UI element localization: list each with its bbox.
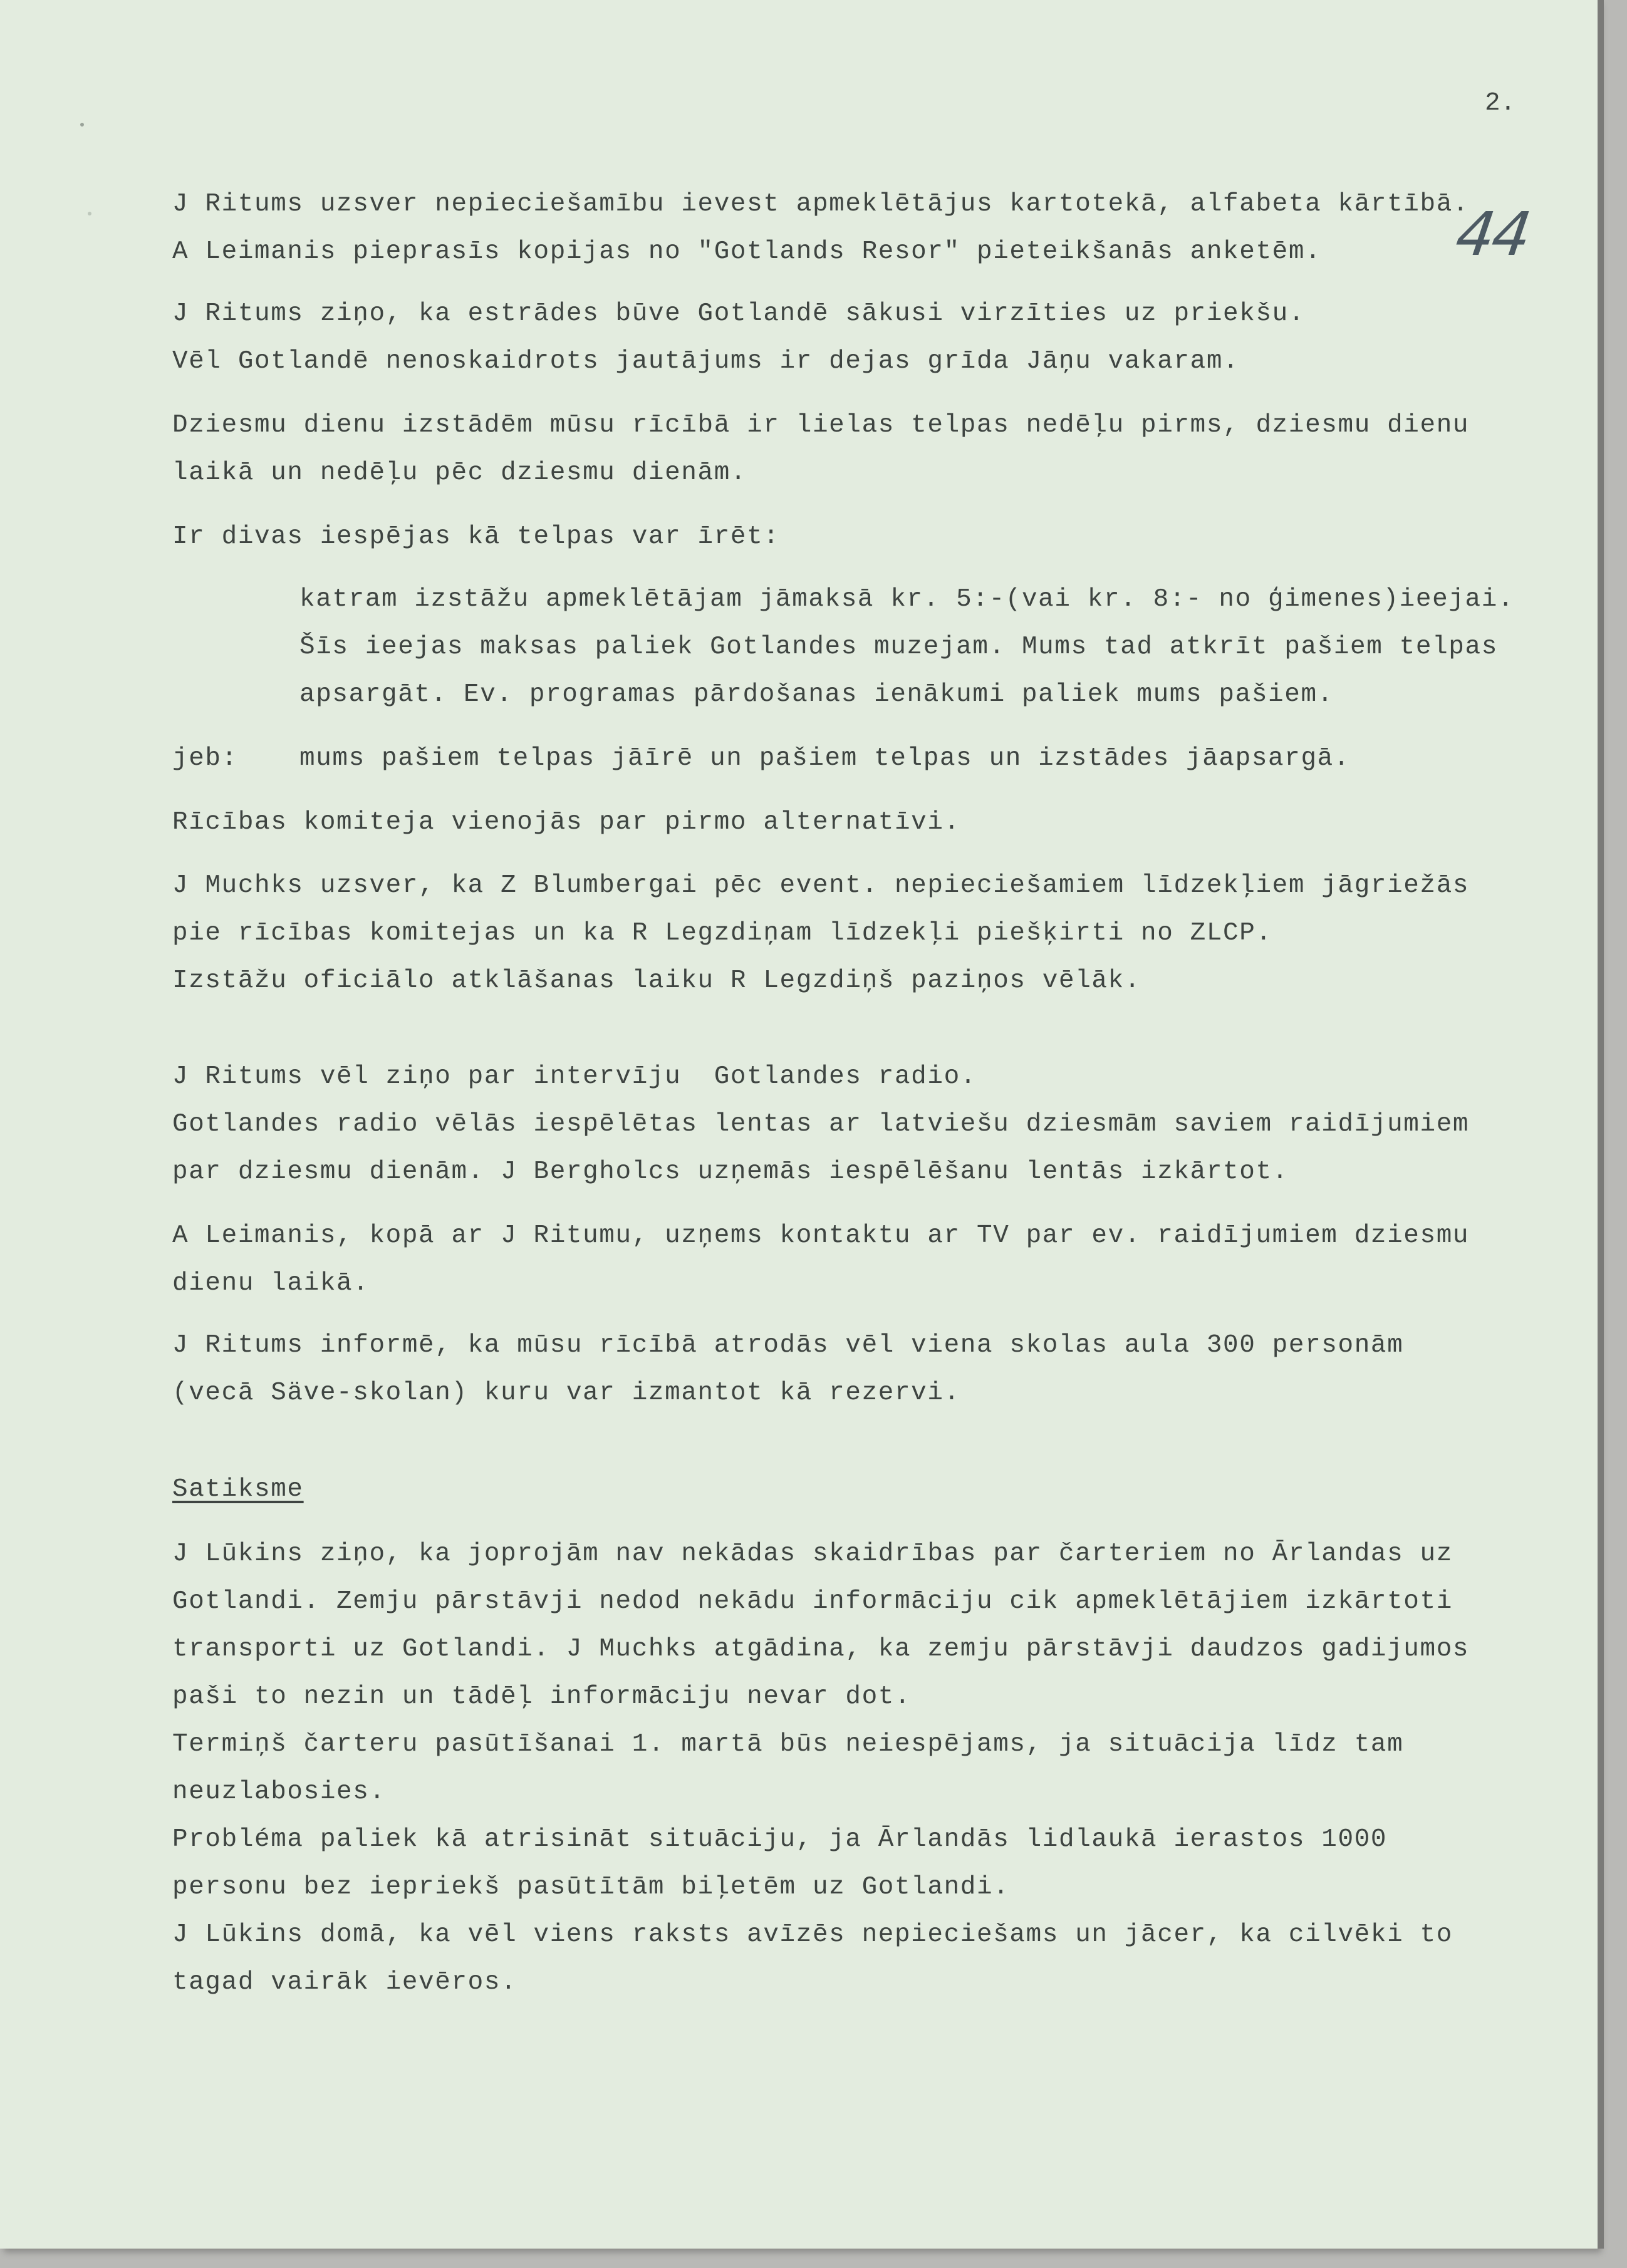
text-line: J Ritums uzsver nepieciešamību ievest apmeklētājus kartotekā, alfabeta kārtībā.	[172, 190, 1470, 219]
paper-speck	[80, 123, 84, 127]
text-line: Termiņš čarteru pasūtīšanai 1. martā būs neiespējams, ja situācija līdz tam	[172, 1730, 1404, 1759]
text-line: A Leimanis, kopā ar J Ritumu, uzņems kontaktu ar TV par ev. raidījumiem dziesmu	[172, 1221, 1470, 1250]
text-line: Vēl Gotlandē nenoskaidrots jautājums ir dejas grīda Jāņu vakaram.	[172, 347, 1240, 376]
text-line: J Lūkins ziņo, ka joprojām nav nekādas skaidrības par čarteriem no Ārlandas uz	[172, 1540, 1453, 1568]
text-line: Šīs ieejas maksas paliek Gotlandes muzejam. Mums tad atkrīt pašiem telpas	[299, 633, 1498, 661]
text-line: laikā un nedēļu pēc dziesmu dienām.	[172, 458, 747, 487]
section-heading: Satiksme	[172, 1475, 304, 1504]
page-number: 2.	[1485, 89, 1516, 118]
text-line: Ir divas iespējas kā telpas var īrēt:	[172, 522, 780, 551]
text-line: J Ritums ziņo, ka estrādes būve Gotlandē sākusi virzīties uz priekšu.	[172, 299, 1306, 328]
text-line: pie rīcības komitejas un ka R Legzdiņam līdzekļi piešķirti no ZLCP.	[172, 919, 1272, 948]
text-line: A Leimanis pieprasīs kopijas no "Gotlands Resor" pieteikšanās anketēm.	[172, 237, 1322, 266]
paper-speck	[88, 212, 91, 215]
text-line: paši to nezin un tādēļ informāciju nevar dot.	[172, 1682, 912, 1711]
text-line: Probléma paliek kā atrisināt situāciju, ja Ārlandās lidlaukā ierastos 1000	[172, 1825, 1388, 1854]
text-line: J Ritums vēl ziņo par intervīju Gotlandes radio.	[172, 1062, 977, 1091]
text-line: dienu laikā.	[172, 1269, 370, 1298]
text-line: J Lūkins domā, ka vēl viens raksts avīzēs nepieciešams un jācer, ka cilvēki to	[172, 1920, 1453, 1949]
text-line: (vecā Säve-skolan) kuru var izmantot kā rezervi.	[172, 1379, 960, 1407]
text-line: Gotlandes radio vēlās iespēlētas lentas ar latviešu dziesmām saviem raidījumiem	[172, 1110, 1470, 1139]
text-line: J Ritums informē, ka mūsu rīcībā atrodās vēl viena skolas aula 300 personām	[172, 1331, 1404, 1360]
text-line: Izstāžu oficiālo atklāšanas laiku R Legzdiņš paziņos vēlāk.	[172, 966, 1141, 995]
text-line: katram izstāžu apmeklētājam jāmaksā kr. 5:-(vai kr. 8:- no ģimenes)ieejai.	[299, 585, 1515, 614]
text-line: Dziesmu dienu izstādēm mūsu rīcībā ir lielas telpas nedēļu pirms, dziesmu dienu	[172, 411, 1470, 440]
text-line: tagad vairāk ievēros.	[172, 1968, 517, 1997]
text-line: apsargāt. Ev. programas pārdošanas ienākumi paliek mums pašiem.	[299, 680, 1334, 709]
text-line: Rīcības komiteja vienojās par pirmo alternatīvi.	[172, 808, 960, 837]
text-line: personu bez iepriekš pasūtītām biļetēm uz Gotlandi.	[172, 1873, 1010, 1902]
handwritten-archive-number: 44	[1452, 199, 1534, 269]
alternative-label: jeb:	[172, 744, 238, 773]
text-line: mums pašiem telpas jāīrē un pašiem telpas un izstādes jāapsargā.	[299, 744, 1351, 773]
text-line: neuzlabosies.	[172, 1778, 386, 1806]
text-line: J Muchks uzsver, ka Z Blumbergai pēc event. nepieciešamiem līdzekļiem jāgriežās	[172, 871, 1470, 900]
text-line: par dziesmu dienām. J Bergholcs uzņemās iespēlēšanu lentās izkārtot.	[172, 1157, 1289, 1186]
text-line: transporti uz Gotlandi. J Muchks atgādina, ka zemju pārstāvji daudzos gadijumos	[172, 1635, 1470, 1664]
text-line: Gotlandi. Zemju pārstāvji nedod nekādu informāciju cik apmeklētājiem izkārtoti	[172, 1587, 1453, 1616]
